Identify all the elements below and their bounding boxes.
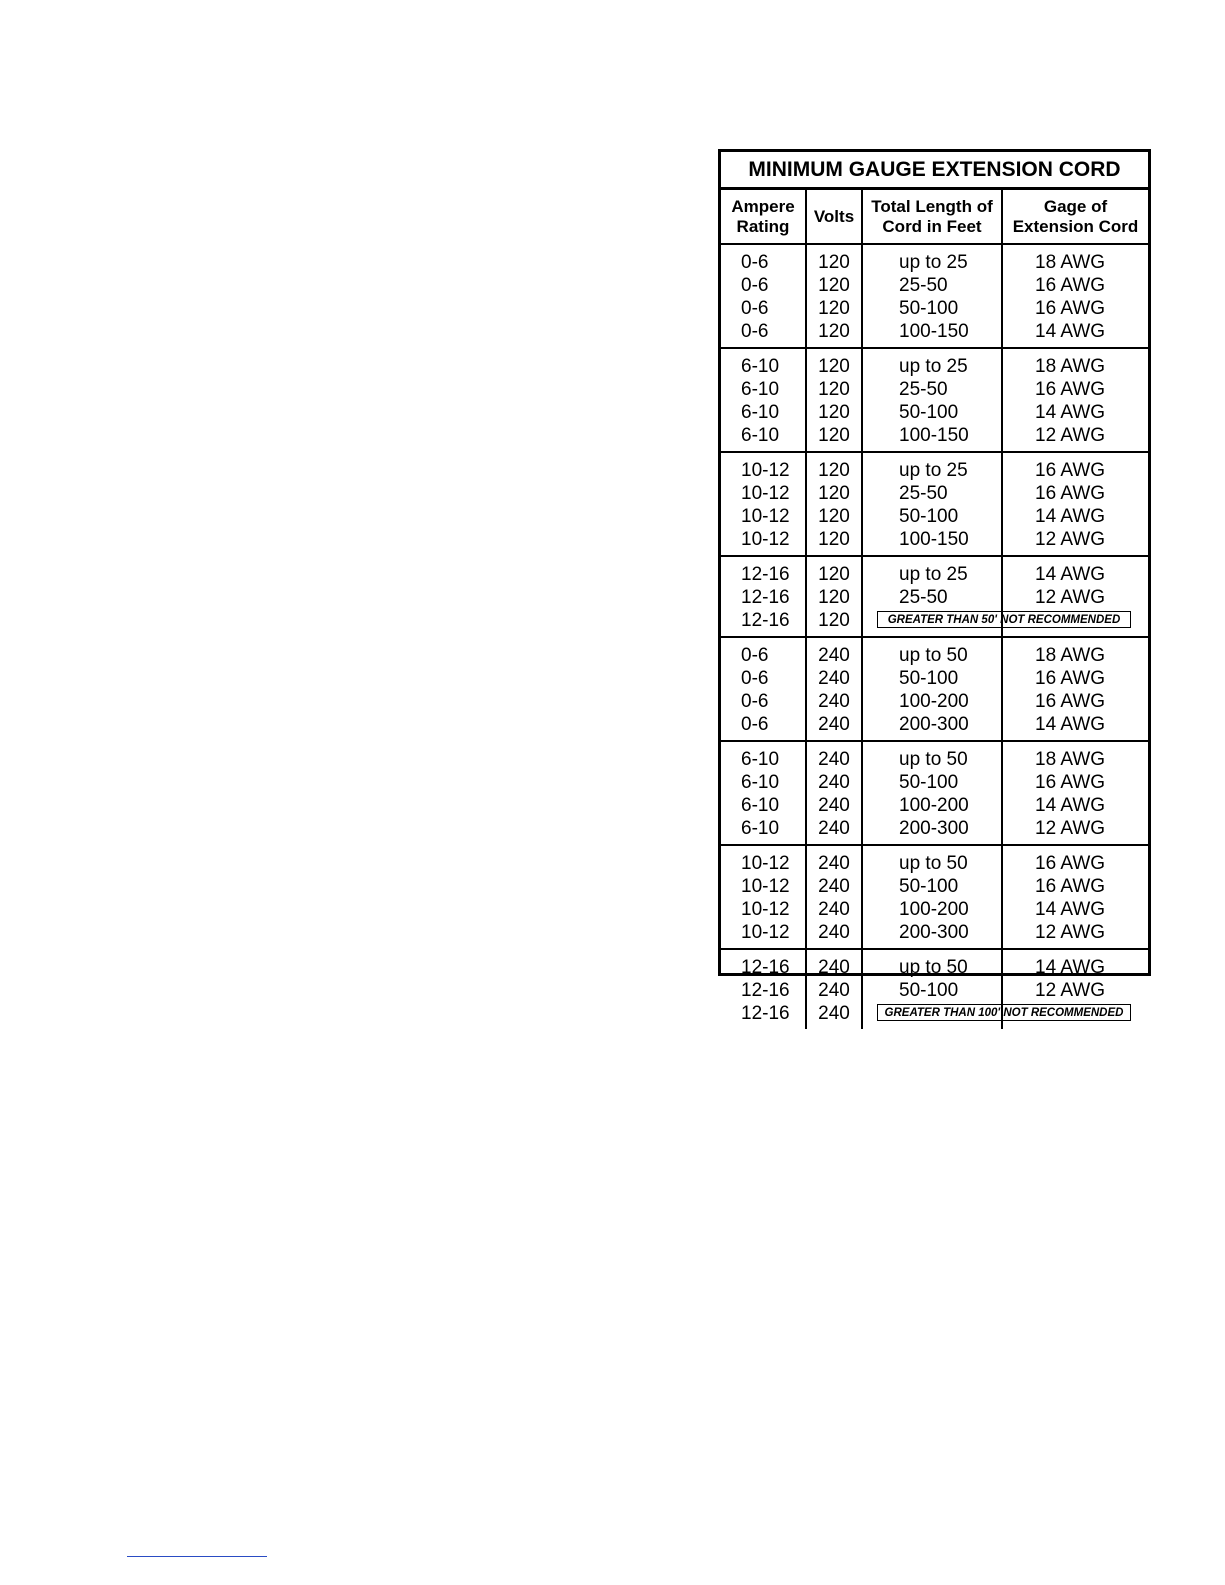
length-cell: 25-50 xyxy=(899,275,948,296)
length-column xyxy=(863,846,1003,948)
volts-cell: 120 xyxy=(818,564,850,585)
note-spacer xyxy=(863,609,1121,632)
volts-cell: 120 xyxy=(818,321,850,342)
ampere-column xyxy=(721,742,807,844)
length-cell: up to 50 xyxy=(899,957,968,978)
gauge-cell: 18 AWG xyxy=(1035,645,1106,666)
gauge-cell: 12 AWG xyxy=(1035,587,1106,608)
volts-cell: 240 xyxy=(818,795,850,816)
volts-cell: 120 xyxy=(818,252,850,273)
row-group xyxy=(721,846,1148,950)
ampere-cell: 10-12 xyxy=(741,876,790,897)
length-cell: up to 50 xyxy=(899,749,968,770)
ampere-column xyxy=(721,846,807,948)
gauge-cell: 16 AWG xyxy=(1035,460,1106,481)
ampere-cell: 6-10 xyxy=(741,818,780,839)
volts-cell: 120 xyxy=(818,379,850,400)
table-body xyxy=(721,245,1148,1029)
gauge-cell: 16 AWG xyxy=(1035,876,1106,897)
volts-cell: 120 xyxy=(818,587,850,608)
length-cell: 25-50 xyxy=(899,379,948,400)
gauge-cell: 12 AWG xyxy=(1035,980,1106,1001)
volts-cell: 240 xyxy=(818,772,850,793)
length-cell: up to 25 xyxy=(899,460,968,481)
volts-cell: 120 xyxy=(818,425,850,446)
volts-cell: 240 xyxy=(818,691,850,712)
ampere-cell: 6-10 xyxy=(741,425,780,446)
volts-column xyxy=(807,846,863,948)
ampere-cell: 10-12 xyxy=(741,922,790,943)
volts-column xyxy=(807,453,863,555)
length-column xyxy=(863,638,1003,740)
not-recommended-note: GREATER THAN 50' NOT RECOMMENDED xyxy=(877,611,1131,628)
row-group xyxy=(721,349,1148,453)
gauge-column xyxy=(1003,453,1148,555)
volts-column xyxy=(807,245,863,347)
length-cell: 100-200 xyxy=(899,795,969,816)
gauge-cell: 18 AWG xyxy=(1035,356,1106,377)
volts-cell: 240 xyxy=(818,749,850,770)
length-cell: 100-150 xyxy=(899,529,969,550)
ampere-cell: 12-16 xyxy=(741,957,790,978)
gauge-cell: 16 AWG xyxy=(1035,668,1106,689)
length-column xyxy=(863,349,1003,451)
volts-cell: 120 xyxy=(818,506,850,527)
footnote-rule xyxy=(127,1556,267,1557)
gauge-cell: 16 AWG xyxy=(1035,691,1106,712)
volts-cell: 120 xyxy=(818,356,850,377)
ampere-cell: 0-6 xyxy=(741,714,769,735)
length-cell: 200-300 xyxy=(899,922,969,943)
gauge-cell: 18 AWG xyxy=(1035,252,1106,273)
volts-cell: 120 xyxy=(818,275,850,296)
gauge-cell: 14 AWG xyxy=(1035,564,1106,585)
length-cell: 50-100 xyxy=(899,298,959,319)
gauge-column xyxy=(1003,349,1148,451)
volts-cell: 120 xyxy=(818,402,850,423)
ampere-cell: 0-6 xyxy=(741,691,769,712)
volts-cell: 240 xyxy=(818,957,850,978)
ampere-cell: 10-12 xyxy=(741,853,790,874)
volts-column xyxy=(807,349,863,451)
gauge-column xyxy=(1003,742,1148,844)
ampere-cell: 10-12 xyxy=(741,460,790,481)
length-column xyxy=(863,742,1003,844)
gauge-cell: 14 AWG xyxy=(1035,506,1106,527)
volts-cell: 240 xyxy=(818,818,850,839)
gauge-cell: 16 AWG xyxy=(1035,379,1106,400)
ampere-column xyxy=(721,638,807,740)
volts-cell: 240 xyxy=(818,668,850,689)
length-cell: 100-150 xyxy=(899,425,969,446)
volts-column xyxy=(807,557,863,636)
table-header-row xyxy=(721,190,1148,245)
gauge-cell: 12 AWG xyxy=(1035,425,1106,446)
table-title: MINIMUM GAUGE EXTENSION CORD xyxy=(721,152,1148,190)
volts-cell: 240 xyxy=(818,853,850,874)
length-column xyxy=(863,453,1003,555)
volts-cell: 120 xyxy=(818,483,850,504)
length-cell: 50-100 xyxy=(899,402,959,423)
gauge-cell: 16 AWG xyxy=(1035,298,1106,319)
volts-column xyxy=(807,742,863,844)
ampere-cell: 0-6 xyxy=(741,668,769,689)
ampere-cell: 0-6 xyxy=(741,275,769,296)
length-cell: 100-200 xyxy=(899,691,969,712)
ampere-cell: 6-10 xyxy=(741,749,780,770)
volts-column xyxy=(807,638,863,740)
header-ampere-rating: Ampere Rating xyxy=(721,190,807,243)
row-group xyxy=(721,453,1148,557)
gauge-column xyxy=(1003,846,1148,948)
length-cell: up to 50 xyxy=(899,853,968,874)
header-volts: Volts xyxy=(807,190,863,243)
ampere-cell: 6-10 xyxy=(741,772,780,793)
ampere-cell: 12-16 xyxy=(741,587,790,608)
volts-cell: 120 xyxy=(818,298,850,319)
ampere-cell: 6-10 xyxy=(741,795,780,816)
gauge-cell: 16 AWG xyxy=(1035,772,1106,793)
gauge-cell: 16 AWG xyxy=(1035,275,1106,296)
ampere-column xyxy=(721,349,807,451)
gauge-cell: 12 AWG xyxy=(1035,922,1106,943)
gauge-cell: 12 AWG xyxy=(1035,529,1106,550)
ampere-cell: 6-10 xyxy=(741,379,780,400)
volts-column xyxy=(807,950,863,1029)
gauge-column xyxy=(1003,638,1148,740)
gauge-cell: 18 AWG xyxy=(1035,749,1106,770)
length-column xyxy=(863,245,1003,347)
volts-cell: 240 xyxy=(818,876,850,897)
ampere-cell: 0-6 xyxy=(741,321,769,342)
length-cell: up to 25 xyxy=(899,564,968,585)
volts-cell: 240 xyxy=(818,1003,850,1024)
gauge-cell: 14 AWG xyxy=(1035,402,1106,423)
volts-cell: 120 xyxy=(818,460,850,481)
gauge-cell: 14 AWG xyxy=(1035,321,1106,342)
row-group xyxy=(721,742,1148,846)
ampere-cell: 0-6 xyxy=(741,645,769,666)
row-group xyxy=(721,557,1148,638)
header-gauge: Gage of Extension Cord xyxy=(1012,196,1139,236)
length-cell: up to 50 xyxy=(899,645,968,666)
gauge-cell: 16 AWG xyxy=(1035,853,1106,874)
row-group xyxy=(721,638,1148,742)
ampere-column xyxy=(721,453,807,555)
gauge-cell: 14 AWG xyxy=(1035,957,1106,978)
ampere-cell: 10-12 xyxy=(741,529,790,550)
row-group xyxy=(721,950,1148,1029)
note-spacer xyxy=(863,1002,1124,1025)
length-cell: 100-200 xyxy=(899,899,969,920)
volts-cell: 120 xyxy=(818,610,850,631)
gauge-cell: 16 AWG xyxy=(1035,483,1106,504)
length-cell: 50-100 xyxy=(899,980,959,1001)
volts-cell: 240 xyxy=(818,714,850,735)
volts-cell: 120 xyxy=(818,529,850,550)
length-cell: 50-100 xyxy=(899,772,959,793)
ampere-cell: 6-10 xyxy=(741,402,780,423)
length-cell: 25-50 xyxy=(899,587,948,608)
gauge-cell: 14 AWG xyxy=(1035,899,1106,920)
extension-cord-table xyxy=(718,149,1151,1024)
header-total-length: Total Length of Cord in Feet xyxy=(863,190,1003,243)
length-cell: 25-50 xyxy=(899,483,948,504)
length-cell: up to 25 xyxy=(899,356,968,377)
gauge-column xyxy=(1003,245,1148,347)
volts-cell: 240 xyxy=(818,922,850,943)
length-cell: up to 25 xyxy=(899,252,968,273)
ampere-cell: 0-6 xyxy=(741,298,769,319)
length-cell: 200-300 xyxy=(899,818,969,839)
length-cell: 50-100 xyxy=(899,876,959,897)
length-cell: 200-300 xyxy=(899,714,969,735)
ampere-cell: 6-10 xyxy=(741,356,780,377)
ampere-column xyxy=(721,950,807,1029)
ampere-cell: 10-12 xyxy=(741,899,790,920)
gauge-cell: 12 AWG xyxy=(1035,818,1106,839)
ampere-column xyxy=(721,245,807,347)
length-cell: 100-150 xyxy=(899,321,969,342)
ampere-column xyxy=(721,557,807,636)
gauge-cell: 14 AWG xyxy=(1035,714,1106,735)
ampere-cell: 10-12 xyxy=(741,506,790,527)
volts-cell: 240 xyxy=(818,980,850,1001)
row-group xyxy=(721,245,1148,349)
not-recommended-note: GREATER THAN 100' NOT RECOMMENDED xyxy=(877,1004,1131,1021)
ampere-cell: 12-16 xyxy=(741,980,790,1001)
ampere-cell: 12-16 xyxy=(741,610,790,631)
gauge-cell: 14 AWG xyxy=(1035,795,1106,816)
ampere-cell: 10-12 xyxy=(741,483,790,504)
length-cell: 50-100 xyxy=(899,506,959,527)
ampere-cell: 12-16 xyxy=(741,1003,790,1024)
volts-cell: 240 xyxy=(818,645,850,666)
ampere-cell: 12-16 xyxy=(741,564,790,585)
length-cell: 50-100 xyxy=(899,668,959,689)
volts-cell: 240 xyxy=(818,899,850,920)
ampere-cell: 0-6 xyxy=(741,252,769,273)
